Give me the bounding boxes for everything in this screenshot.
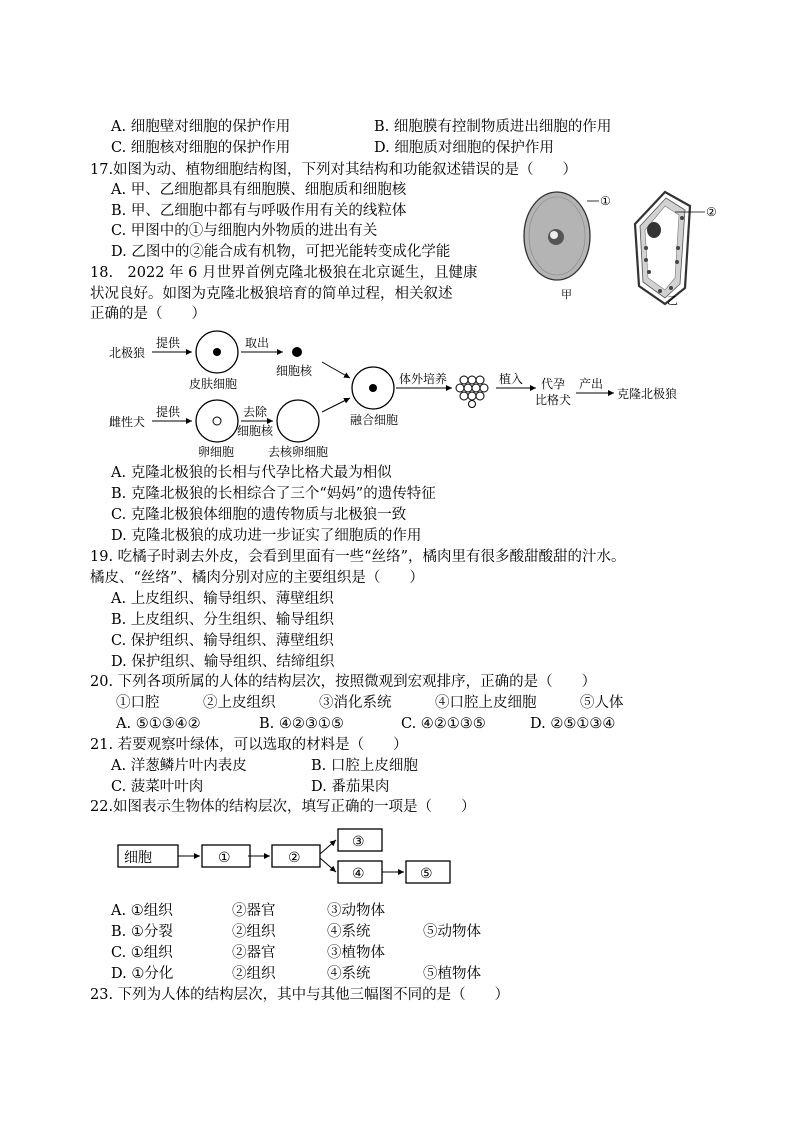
q22-option-c-2: ②器官 (232, 945, 276, 961)
svg-text:细胞: 细胞 (124, 850, 152, 866)
q22-option-a-3: ③动物体 (327, 903, 385, 919)
q22-hierarchy-figure (114, 826, 444, 890)
q17-cell-figure (515, 188, 730, 308)
q17-option-b: B. 甲、乙细胞中都有与呼吸作用有关的线粒体 (111, 203, 407, 219)
svg-text:③: ③ (352, 834, 365, 850)
remove-label: 去除 (243, 405, 268, 419)
q21-option-c: C. 菠菜叶叶肉 (111, 779, 204, 795)
q22-stem: 22.如图表示生物体的结构层次，填写正确的一项是（ ） (90, 799, 476, 815)
fused-cell-label: 融合细胞 (350, 413, 399, 427)
provide-label-2: 提供 (156, 405, 181, 419)
svg-text:④: ④ (352, 866, 365, 882)
q17-option-d: D. 乙图中的②能合成有机物，可把光能转变成化学能 (111, 244, 451, 260)
remove-nucleus-label: 细胞核 (237, 424, 274, 438)
q21-stem: 21. 若要观察叶绿体，可以选取的材料是（ ） (90, 737, 408, 753)
q18-option-b: B. 克隆北极狼的长相综合了三个“妈妈”的遗传特征 (111, 486, 436, 502)
q21-option-d: D. 番茄果肉 (311, 779, 390, 795)
q22-option-d-2: ②组织 (232, 966, 276, 982)
label-jia: 甲 (561, 288, 572, 301)
q17-option-c: C. 甲图中的①与细胞内外物质的进出有关 (111, 223, 378, 239)
born-label: 产出 (579, 377, 604, 391)
enucleated-egg-label: 去核卵细胞 (268, 445, 329, 459)
q20-option-c: C. ④②①③⑤ (401, 716, 486, 732)
q22-option-d-4: ⑤植物体 (423, 966, 481, 982)
q17-option-a: A. 甲、乙细胞都具有细胞膜、细胞质和细胞核 (111, 182, 407, 198)
embryo-cluster (456, 376, 488, 408)
q20-stem: 20. 下列各项所属的人体的结构层次，按照微观到宏观排序，正确的是（ ） (90, 674, 597, 690)
q17-stem: 17.如图为动、植物细胞结构图，下列对其结构和功能叙述错误的是（ ） (90, 162, 578, 178)
q20-option-d: D. ②⑤①③④ (530, 716, 616, 732)
q16-option-b: B. 细胞膜有控制物质进出细胞的作用 (374, 119, 612, 135)
provide-label-1: 提供 (156, 336, 181, 350)
q22-option-c-1: C. ①组织 (111, 945, 173, 961)
q18-stem-line3: 正确的是（ ） (90, 306, 206, 322)
q22-option-b-3: ④系统 (327, 924, 371, 940)
dog-label: 雌性犬 (109, 415, 146, 429)
q22-option-c-3: ③植物体 (327, 945, 385, 961)
clone-wolf-label: 克隆北极狼 (617, 387, 678, 401)
q18-stem-line1: 18. 2022 年 6 月世界首例克隆北极狼在北京诞生，且健康 (90, 265, 478, 281)
surrogate-label-2: 比格犬 (535, 393, 572, 407)
q22-option-b-1: B. ①分裂 (111, 924, 173, 940)
q20-option-b: B. ④②③①⑤ (259, 716, 344, 732)
egg-label: 卵细胞 (198, 445, 235, 459)
culture-label: 体外培养 (399, 372, 448, 386)
nucleus-label: 细胞核 (276, 364, 313, 378)
takeout-label: 取出 (245, 336, 270, 350)
surrogate-label-1: 代孕 (541, 377, 566, 391)
q16-option-a: A. 细胞壁对细胞的保护作用 (111, 119, 291, 135)
q21-option-b: B. 口腔上皮细胞 (311, 758, 418, 774)
q18-option-c: C. 克隆北极狼体细胞的遗传物质与北极狼一致 (111, 507, 407, 523)
label-2: ② (706, 205, 717, 219)
q16-option-d: D. 细胞质对细胞的保护作用 (374, 140, 554, 156)
q22-option-b-4: ⑤动物体 (423, 924, 481, 940)
q20-option-a: A. ⑤①③④② (116, 716, 201, 732)
q18-option-a: A. 克隆北极狼的长相与代孕比格犬最为相似 (111, 465, 392, 481)
q19-option-c: C. 保护组织、输导组织、薄壁组织 (111, 633, 334, 649)
q22-option-d-1: D. ①分化 (111, 966, 174, 982)
q18-stem-line2: 状况良好。如图为克隆北极狼培育的简单过程，相关叙述 (90, 286, 453, 302)
q18-clone-figure (100, 330, 700, 458)
q22-option-b-2: ②组织 (232, 924, 276, 940)
svg-text:①: ① (218, 850, 231, 866)
svg-text:②: ② (288, 850, 301, 866)
q22-option-d-3: ④系统 (327, 966, 371, 982)
q19-option-d: D. 保护组织、输导组织、结缔组织 (111, 654, 335, 670)
q23-stem: 23. 下列为人体的结构层次，其中与其他三幅图不同的是（ ） (90, 987, 510, 1003)
implant-label: 植入 (499, 372, 524, 386)
label-1: ① (600, 194, 611, 208)
q19-option-a: A. 上皮组织、输导组织、薄壁组织 (111, 591, 334, 607)
q19-stem-line1: 19. 吃橘子时剥去外皮，会看到里面有一些“丝络”，橘肉里有很多酸甜酸甜的汁水。 (90, 549, 626, 565)
label-yi: 乙 (667, 294, 678, 307)
svg-text:⑤: ⑤ (420, 866, 433, 882)
q22-option-a-1: A. ①组织 (111, 903, 173, 919)
wolf-label: 北极狼 (109, 346, 146, 360)
q19-stem-line2: 橘皮、“丝络”、橘肉分别对应的主要组织是（ ） (90, 570, 424, 586)
q16-option-c: C. 细胞核对细胞的保护作用 (111, 140, 291, 156)
skin-cell-label: 皮肤细胞 (189, 377, 238, 391)
q19-option-b: B. 上皮组织、分生组织、输导组织 (111, 612, 334, 628)
q21-option-a: A. 洋葱鳞片叶内表皮 (111, 758, 247, 774)
q22-option-a-2: ②器官 (232, 903, 276, 919)
q18-option-d: D. 克隆北极狼的成功进一步证实了细胞质的作用 (111, 528, 422, 544)
plant-nucleus (647, 222, 661, 238)
q20-items: ①口腔 ②上皮组织 ③消化系统 ④口腔上皮细胞 ⑤人体 (116, 695, 624, 711)
enucleated-egg (277, 400, 319, 442)
nucleus-dot (292, 347, 302, 357)
